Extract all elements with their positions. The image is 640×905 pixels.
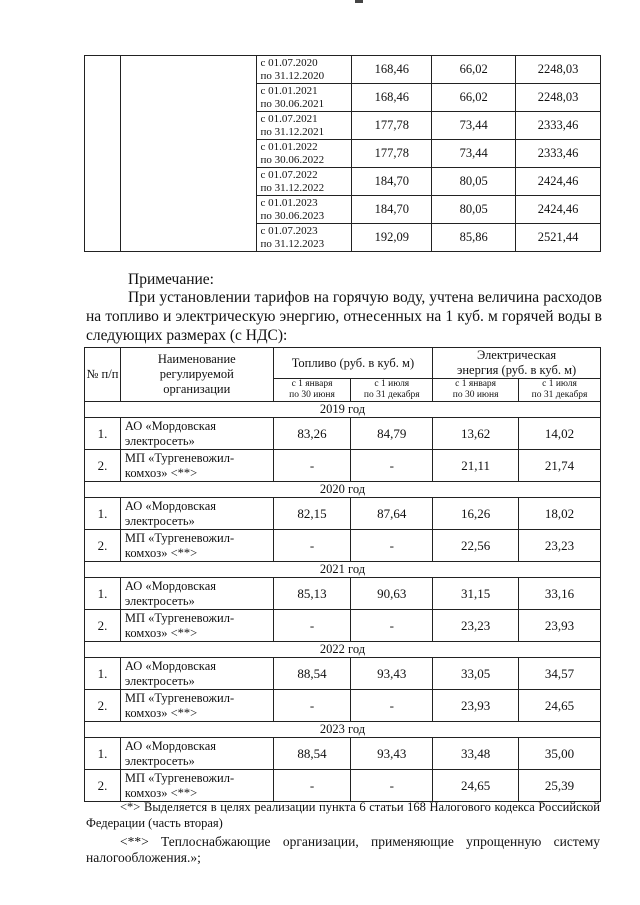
- org-name: АО «Мордовская электросеть»: [120, 658, 273, 690]
- footnote-simplified-tax: <**> Теплоснабжающие организации, применяющие упрощенную систему налогообложения.»;: [86, 834, 600, 865]
- row-index: 2.: [85, 610, 121, 642]
- period-start: с 01.01.2023: [260, 196, 318, 209]
- table-row: [85, 658, 601, 690]
- header-fuel: Топливо (руб. в куб. м): [273, 348, 433, 379]
- period-cell: [256, 196, 352, 224]
- table-row: [85, 610, 601, 642]
- value-cell: 177,78: [352, 140, 432, 168]
- footnote-vat: <*> Выделяется в целях реализации пункта 6 статьи 168 Налогового кодекса Российской Федерации (часть вторая): [86, 800, 600, 830]
- value-cell: 73,44: [432, 112, 516, 140]
- row-index: 2.: [85, 690, 121, 722]
- table-row: [85, 690, 601, 722]
- fuel-h2-value: -: [351, 530, 433, 562]
- fuel-h2-value: -: [351, 610, 433, 642]
- table-row: [85, 498, 601, 530]
- fuel-h2-value: 93,43: [351, 658, 433, 690]
- period-start: с 01.01.2021: [260, 84, 318, 97]
- value-cell: 80,05: [432, 196, 516, 224]
- value-cell: 66,02: [432, 56, 516, 84]
- org-name: АО «Мордовская электросеть»: [120, 418, 273, 450]
- table-row: [85, 578, 601, 610]
- fuel-h2-value: 87,64: [351, 498, 433, 530]
- value-cell: 85,86: [432, 224, 516, 252]
- period-end: по 31.12.2020: [260, 69, 325, 82]
- fuel-h2-value: -: [351, 450, 433, 482]
- note-title: Примечание:: [128, 271, 214, 288]
- tariff-continuation-table: [84, 55, 601, 252]
- fuel-h1-value: -: [273, 610, 351, 642]
- period-end: по 31.12.2022: [260, 181, 325, 194]
- fuel-h2-value: 84,79: [351, 418, 433, 450]
- energy-h2-value: 35,00: [519, 738, 601, 770]
- row-index: 1.: [85, 578, 121, 610]
- value-cell: 2248,03: [516, 84, 601, 112]
- energy-h1-value: 33,05: [433, 658, 519, 690]
- year-row: [85, 722, 601, 738]
- org-name: МП «Тургеневожил-комхоз» <**>: [120, 610, 273, 642]
- period-end: по 30.06.2023: [260, 209, 325, 222]
- table-row: [85, 418, 601, 450]
- row-index: 2.: [85, 450, 121, 482]
- fuel-h2-value: 93,43: [351, 738, 433, 770]
- table-row: [85, 738, 601, 770]
- org-name: МП «Тургеневожил-комхоз» <**>: [120, 530, 273, 562]
- fuel-energy-cost-table: [84, 347, 601, 802]
- value-cell: 2333,46: [516, 112, 601, 140]
- table-row: [85, 56, 601, 84]
- year-row: [85, 562, 601, 578]
- value-cell: 2248,03: [516, 56, 601, 84]
- value-cell: 73,44: [432, 140, 516, 168]
- year-row: [85, 482, 601, 498]
- period-end: по 30.06.2022: [260, 153, 325, 166]
- row-index: 1.: [85, 738, 121, 770]
- period-start: с 01.07.2020: [260, 56, 318, 69]
- energy-h1-value: 22,56: [433, 530, 519, 562]
- year-label: 2021 год: [85, 562, 601, 578]
- energy-h2-value: 33,16: [519, 578, 601, 610]
- org-name: МП «Тургеневожил-комхоз» <**>: [120, 450, 273, 482]
- fuel-h1-value: -: [273, 770, 351, 802]
- org-name: АО «Мордовская электросеть»: [120, 498, 273, 530]
- fuel-h1-value: 82,15: [273, 498, 351, 530]
- fuel-h1-value: -: [273, 450, 351, 482]
- period-start: с 01.07.2021: [260, 112, 318, 125]
- org-name: МП «Тургеневожил-комхоз» <**>: [120, 770, 273, 802]
- period-cell: [256, 56, 352, 84]
- row-index: 1.: [85, 498, 121, 530]
- fuel-h2-value: -: [351, 690, 433, 722]
- period-cell: [256, 140, 352, 168]
- period-end: по 31.12.2023: [260, 237, 325, 250]
- org-name: АО «Мордовская электросеть»: [120, 738, 273, 770]
- table-row: [85, 450, 601, 482]
- energy-h2-value: 21,74: [519, 450, 601, 482]
- energy-h2-value: 14,02: [519, 418, 601, 450]
- org-name: МП «Тургеневожил-комхоз» <**>: [120, 690, 273, 722]
- value-cell: 2424,46: [516, 196, 601, 224]
- energy-h2-value: 23,93: [519, 610, 601, 642]
- year-label: 2023 год: [85, 722, 601, 738]
- header-fuel-h1: с 1 января по 30 июня: [273, 379, 351, 402]
- row-index: 2.: [85, 770, 121, 802]
- header-energy-h1: с 1 января по 30 июня: [433, 379, 519, 402]
- value-cell: 168,46: [352, 56, 432, 84]
- energy-h2-value: 18,02: [519, 498, 601, 530]
- fuel-h1-value: -: [273, 690, 351, 722]
- value-cell: 177,78: [352, 112, 432, 140]
- year-label: 2020 год: [85, 482, 601, 498]
- energy-h2-value: 24,65: [519, 690, 601, 722]
- header-energy: Электрическая энергия (руб. в куб. м): [433, 348, 601, 379]
- period-start: с 01.07.2022: [260, 168, 318, 181]
- fuel-h2-value: -: [351, 770, 433, 802]
- header-org: Наименование регулируемой организации: [120, 348, 273, 402]
- value-cell: 168,46: [352, 84, 432, 112]
- row-index: 1.: [85, 658, 121, 690]
- page-edge-mark: [355, 0, 363, 3]
- period-start: с 01.01.2022: [260, 140, 318, 153]
- period-cell: [256, 168, 352, 196]
- header-num: № п/п: [85, 348, 121, 402]
- header-fuel-h2: с 1 июля по 31 декабря: [351, 379, 433, 402]
- header-energy-h2: с 1 июля по 31 декабря: [519, 379, 601, 402]
- energy-h1-value: 24,65: [433, 770, 519, 802]
- empty-cell-num: [85, 56, 121, 252]
- period-cell: [256, 112, 352, 140]
- period-cell: [256, 84, 352, 112]
- energy-h1-value: 23,23: [433, 610, 519, 642]
- period-cell: [256, 224, 352, 252]
- energy-h1-value: 23,93: [433, 690, 519, 722]
- table-row: [85, 530, 601, 562]
- value-cell: 2333,46: [516, 140, 601, 168]
- fuel-h2-value: 90,63: [351, 578, 433, 610]
- period-start: с 01.07.2023: [260, 224, 318, 237]
- value-cell: 2521,44: [516, 224, 601, 252]
- energy-h1-value: 31,15: [433, 578, 519, 610]
- value-cell: 80,05: [432, 168, 516, 196]
- year-label: 2019 год: [85, 402, 601, 418]
- energy-h2-value: 34,57: [519, 658, 601, 690]
- value-cell: 2424,46: [516, 168, 601, 196]
- org-name: АО «Мордовская электросеть»: [120, 578, 273, 610]
- period-end: по 31.12.2021: [260, 125, 325, 138]
- fuel-h1-value: 83,26: [273, 418, 351, 450]
- year-row: [85, 402, 601, 418]
- energy-h2-value: 25,39: [519, 770, 601, 802]
- fuel-h1-value: 88,54: [273, 658, 351, 690]
- fuel-h1-value: 88,54: [273, 738, 351, 770]
- year-row: [85, 642, 601, 658]
- row-index: 2.: [85, 530, 121, 562]
- empty-cell-org: [120, 56, 256, 252]
- value-cell: 184,70: [352, 168, 432, 196]
- value-cell: 192,09: [352, 224, 432, 252]
- energy-h2-value: 23,23: [519, 530, 601, 562]
- value-cell: 184,70: [352, 196, 432, 224]
- fuel-h1-value: -: [273, 530, 351, 562]
- row-index: 1.: [85, 418, 121, 450]
- period-end: по 30.06.2021: [260, 97, 325, 110]
- energy-h1-value: 13,62: [433, 418, 519, 450]
- value-cell: 66,02: [432, 84, 516, 112]
- fuel-h1-value: 85,13: [273, 578, 351, 610]
- energy-h1-value: 16,26: [433, 498, 519, 530]
- table-row: [85, 770, 601, 802]
- energy-h1-value: 33,48: [433, 738, 519, 770]
- note-text: При установлении тарифов на горячую воду, учтена величина расходов на топливо и электрическую энергию, отнесенных на 1 куб. м горячей воды в следующих размерах (с НДС):: [86, 289, 602, 344]
- year-label: 2022 год: [85, 642, 601, 658]
- energy-h1-value: 21,11: [433, 450, 519, 482]
